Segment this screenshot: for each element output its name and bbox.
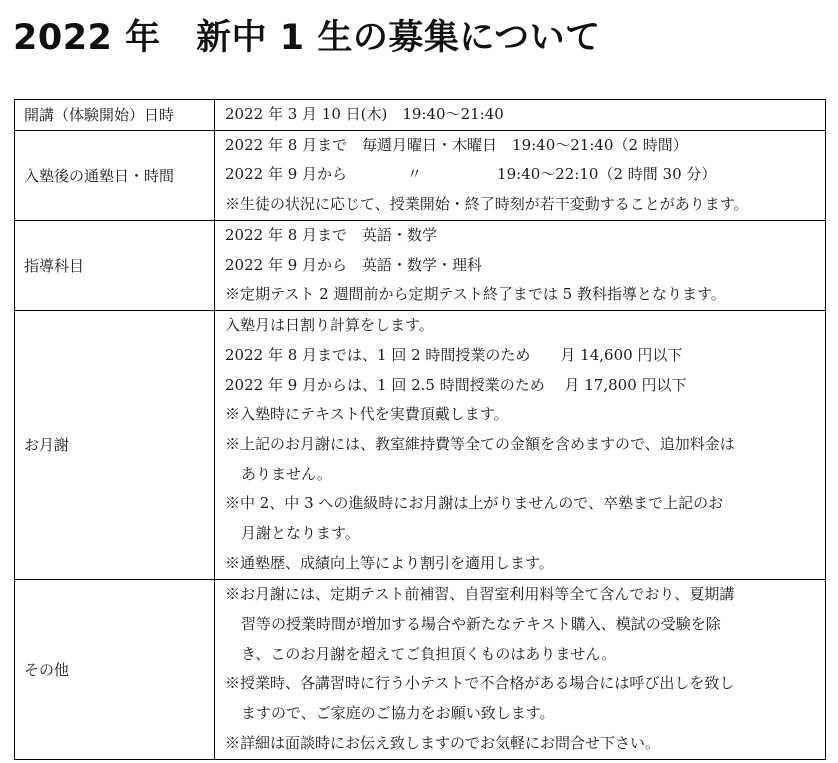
row-label-subjects: 指導科目 (15, 220, 215, 310)
content-line: 2022 年 8 月まで 英語・数学 (225, 225, 438, 244)
content-line: ※定期テスト 2 週間前から定期テスト終了までは 5 教科指導となります。 (225, 285, 726, 304)
content-line: 2022 年 9 月から 〃 19:40～22:10（2 時間 30 分） (225, 165, 717, 184)
content-line-continuation: き、このお月謝を超えてご負担頂くものはありません。 (241, 644, 617, 663)
content-line: ※通塾歴、成績向上等により割引を適用します。 (225, 553, 554, 572)
content-line: 2022 年 8 月まで 毎週月曜日・木曜日 19:40～21:40（2 時間） (225, 135, 688, 154)
content-line: ※生徒の状況に応じて、授業開始・終了時刻が若干変動することがあります。 (225, 195, 749, 214)
row-content-schedule (215, 130, 826, 220)
content-line: 2022 年 9 月からは、1 回 2.5 時間授業のため 月 17,800 円以下 (225, 375, 687, 394)
row-content-other (215, 579, 826, 759)
table-row-start-date (15, 100, 826, 131)
row-label-schedule: 入塾後の通塾日・時間 (15, 130, 215, 220)
content-line: ※入塾時にテキスト代を実費頂戴します。 (225, 405, 509, 424)
content-line: 2022 年 8 月までは、1 回 2 時間授業のため 月 14,600 円以下 (225, 345, 683, 364)
content-line-continuation: 月謝となります。 (241, 524, 360, 543)
table-row-subjects (15, 220, 826, 310)
content-line: ※詳細は面談時にお伝え致しますのでお気軽にお問合せ下さい。 (225, 733, 661, 752)
content-line: ※授業時、各講習時に行う小テストで不合格がある場合には呼び出しを致し (225, 674, 735, 693)
row-label-tuition: お月謝 (15, 310, 215, 579)
page-title: 2022 年 新中 1 生の募集について (13, 18, 601, 58)
content-line: ※お月謝には、定期テスト前補習、自習室利用料等全て含んでおり、夏期講 (225, 585, 735, 604)
table-row-tuition (15, 310, 826, 579)
content-line: ※上記のお月謝には、教室維持費等全ての金額を含めますので、追加料金は (225, 435, 735, 454)
content-line-continuation: ますので、ご家庭のご協力をお願い致します。 (241, 704, 555, 723)
row-content-subjects (215, 220, 826, 310)
content-line: 入塾月は日割り計算をします。 (225, 316, 434, 335)
table-row-other (15, 579, 826, 759)
row-content-start-date (215, 100, 826, 131)
content-line: 2022 年 9 月から 英語・数学・理科 (225, 255, 483, 274)
content-line: ※中 2、中 3 への進級時にお月謝は上がりませんので、卒塾まで上記のお (225, 494, 724, 513)
content-line-continuation: ありません。 (241, 464, 332, 483)
row-label-start-date: 開講（体験開始）日時 (15, 100, 215, 131)
content-line: 2022 年 3 月 10 日(木) 19:40～21:40 (225, 105, 504, 123)
row-content-tuition (215, 310, 826, 579)
content-line-continuation: 習等の授業時間が増加する場合や新たなテキスト購入、模試の受験を除 (241, 615, 721, 634)
row-label-other: その他 (15, 579, 215, 759)
table-row-schedule (15, 130, 826, 220)
recruitment-info-table (14, 99, 826, 760)
